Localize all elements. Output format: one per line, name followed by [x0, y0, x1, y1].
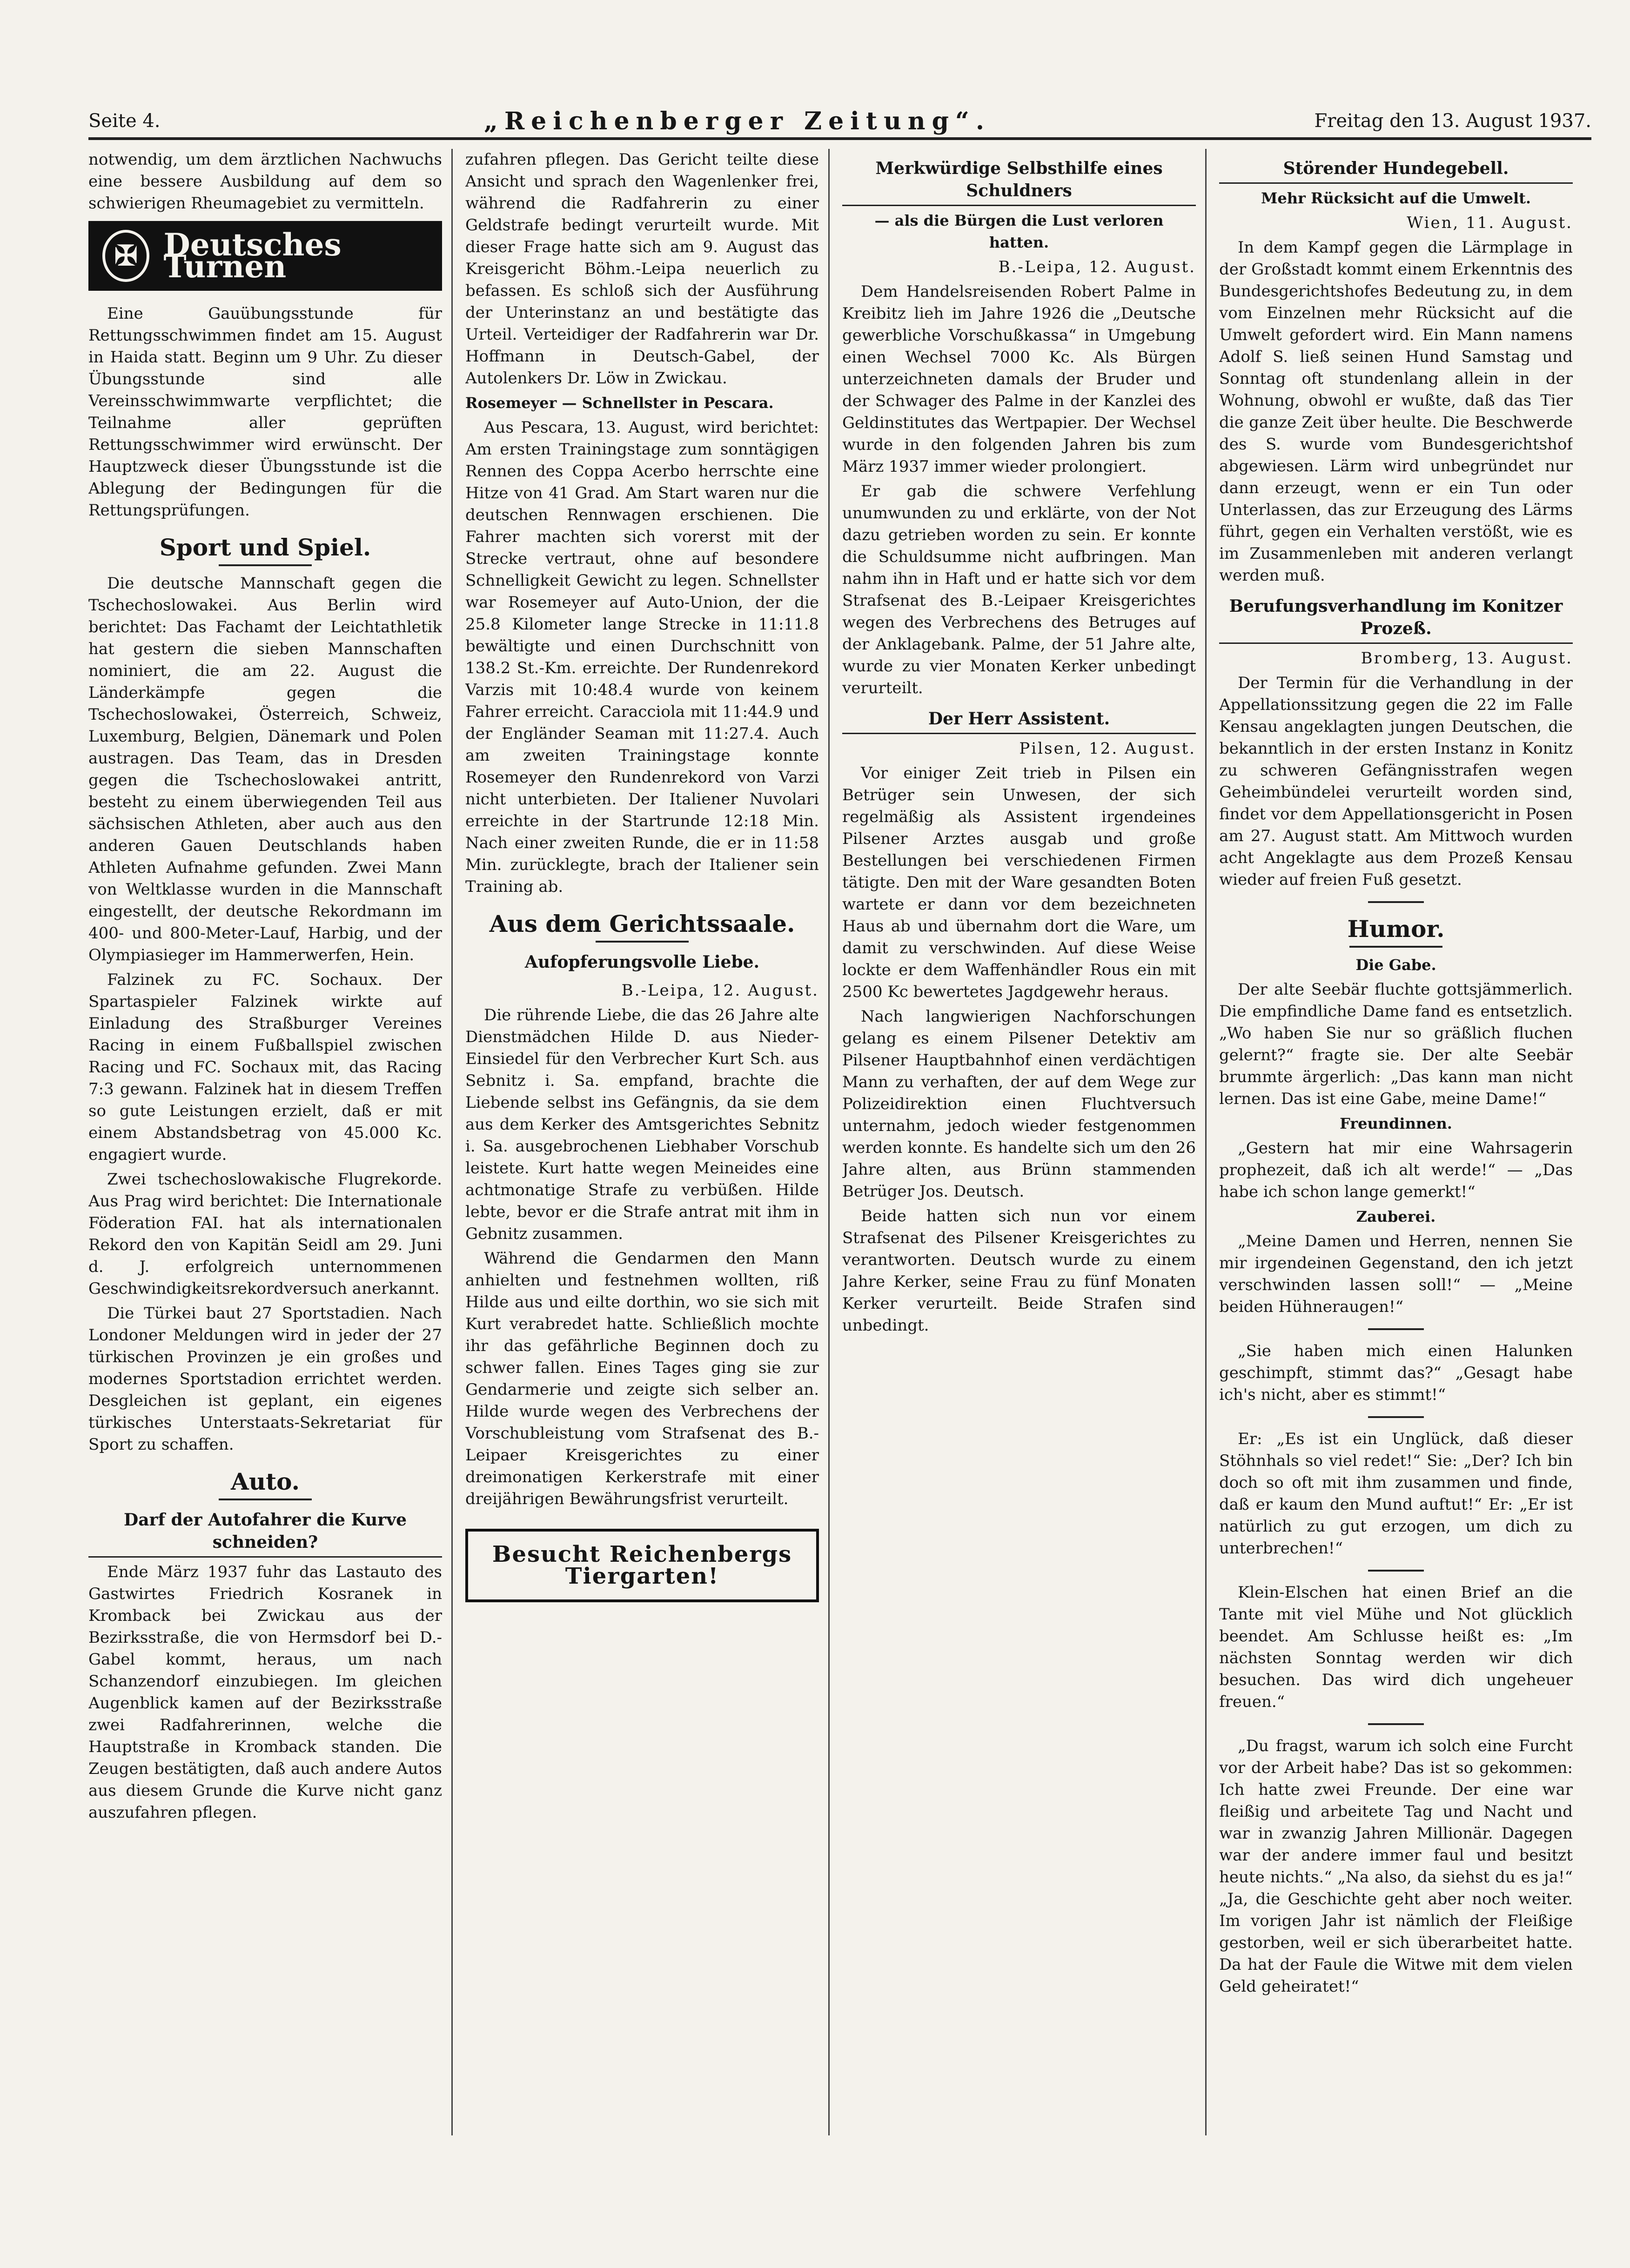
section-heading-sport: Sport und Spiel.	[88, 534, 442, 566]
sport-article-1: Die deutsche Mannschaft gegen die Tschechoslowakei. Aus Berlin wird berichtet: Das Fachamt der Leichtathletik hat gestern die sieben Mannschaften nominiert, die am 22. August die Länderkämpfe gegen die Tschechoslowakei, Österreich, Schweiz, Luxemburg, Belgien, Dänemark und Polen austragen. Das Team, das in Dresden gegen die Tschechoslowakei antritt, besteht zu einem überwiegenden Teil aus sächsischen Athleten, aber auch aus den anderen Gauen Deutschlands haben Athleten Aufnahme gefunden. Zwei Mann von Weltklasse wurden in die Mannschaft eingestellt, der deutsche Rekordmann im 400- und 800-Meter-Lauf, Harbig, und der Olympiasieger im Hammerwerfen, Hein.	[88, 574, 442, 964]
separator	[1368, 1570, 1424, 1572]
humor-item: Er: „Es ist ein Unglück, daß dieser Stöhnhals so viel redet!“ Sie: „Der? Ich bin doch so oft mit ihm zusammen und finde, daß er kaum den Mund auftut!“ Er: „Er ist natürlich zu gut erzogen, um dich zu unterbrechen!“	[1219, 1430, 1573, 1558]
column-1	[88, 149, 442, 2135]
article-subheadline: Mehr Rücksicht auf die Umwelt.	[1261, 189, 1531, 207]
section-heading-humor: Humor.	[1219, 915, 1573, 948]
article-headline-assistent: Der Herr Assistent.	[842, 708, 1196, 734]
page-number: Seite 4.	[88, 110, 161, 132]
dateline: Pilsen, 12. August.	[1019, 739, 1196, 758]
turnen-article: Eine Gauübungsstunde für Rettungsschwimmen findet am 15. August in Haida statt. Beginn um 9 Uhr. Zu dieser Übungsstunde sind alle Vereinsschwimmwarte verpflichtet; die Teilnahme aller geprüften Rettungsschwimmer wird erwünscht. Der Hauptzweck dieser Übungsstunde ist die Ablegung der Bedingungen für die Rettungsprüfungen.	[88, 304, 442, 520]
sport-article-3: Zwei tschechoslowakische Flugrekorde. Aus Prag wird berichtet: Die Internationale Föderation FAI. hat als internationalen Rekord den von Kapitän Seidl am 29. Juni d. J. erfolgreich unternommenen Geschwindigkeitsrekordversuch anerkannt.	[88, 1170, 442, 1298]
assistent-article-2: Nach langwierigen Nachforschungen gelang es einem Pilsener Detektiv am Pilsener Hauptbahnhof einen verdächtigen Mann zu verhaften, der auf dem Wege zur Polizeidirektion einen Fluchtversuch unternahm, jedoch wieder festgenommen werden konnte. Es handelte sich um den 26 Jahre alten, aus Brünn stammenden Betrüger Jos. Deutsch.	[842, 1007, 1196, 1201]
separator	[1368, 901, 1424, 903]
section-heading-auto: Auto.	[88, 1468, 442, 1500]
column-rule	[1205, 149, 1207, 2135]
separator	[1368, 1416, 1424, 1418]
konitz-article: Der Termin für die Verhandlung in der Appellationssitzung gegen die 22 im Falle Kensau angeklagten jungen Deutschen, die bekanntlich in der ersten Instanz in Konitz zu schweren Gefängnisstrafen wegen Geheimbündelei verurteilt worden sind, findet vor dem Appellationsgericht in Posen am 27. August statt. Am Mittwoch wurden acht Angeklagte aus dem Prozeß Kensau wieder auf freien Fuß gesetzt.	[1219, 674, 1573, 889]
article-headline-hundegebell: Störender Hundegebell.	[1219, 157, 1573, 184]
advertisement-tiergarten: Besucht Reichenbergs Tiergarten!	[465, 1529, 819, 1602]
separator	[1368, 1723, 1424, 1725]
sport-article-4: Die Türkei baut 27 Sportstadien. Nach Londoner Meldungen wird in jeder der 27 türkischen Provinzen je ein großes und modernes Sportstadion errichtet werden. Desgleichen ist geplant, ein eigenes türkisches Unterstaats-Sekretariat für Sport zu schaffen.	[88, 1304, 442, 1454]
banner-title: Deutsches Turnen	[163, 227, 342, 285]
humor-item: „Meine Damen und Herren, nennen Sie mir irgendeinen Gegenstand, den ich jetzt verschwinden lassen soll!“ — „Meine beiden Hühneraugen!“	[1219, 1232, 1573, 1316]
column-rule	[828, 149, 830, 2135]
column-rule	[451, 149, 453, 2135]
humor-title-gabe: Die Gabe.	[1355, 956, 1436, 974]
auto-article: Ende März 1937 fuhr das Lastauto des Gastwirtes Friedrich Kosranek in Kromback bei Zwickau aus der Bezirksstraße, die von Hermsdorf bei D.-Gabel kommt, heraus, um nach Schanzendorf einzubiegen. Im gleichen Augenblick kamen auf der Bezirksstraße zwei Radfahrerinnen, welche die Hauptstraße in Kromback standen. Die Zeugen bestätigten, daß auch andere Autos aus diesem Grunde die Kurve nicht ganz auszufahren pflegen.	[88, 1563, 442, 1822]
dateline: Bromberg, 13. August.	[1361, 649, 1573, 668]
column-3	[842, 149, 1196, 2135]
selbsthilfe-article-1: Dem Handelsreisenden Robert Palme in Kreibitz lieh im Jahre 1926 die „Deutsche gewerbliche Vorschußkassa“ in Umgebung einen Wechsel 7000 Kc. Als Bürgen unterzeichneten damals der Bruder und der Schwager des Palme in der Kanzlei des Geldinstitutes das Wertpapier. Der Wechsel wurde in den folgenden Jahren bis zum März 1937 immer wieder prolongiert.	[842, 282, 1196, 476]
article-headline-liebe: Aufopferungsvolle Liebe.	[524, 952, 760, 972]
article-subheadline: — als die Bürgen die Lust verloren hatten.	[874, 212, 1164, 251]
intro-paragraph: notwendig, um dem ärztlichen Nachwuchs eine bessere Ausbildung auf dem so schwierigen Rheumagebiet zu vermitteln.	[88, 150, 442, 213]
assistent-article-1: Vor einiger Zeit trieb in Pilsen ein Betrüger sein Unwesen, der sich regelmäßig als Assistent irgendeines Pilsener Arztes ausgab und große Bestellungen bei verschiedenen Firmen tätigte. Den mit der Ware gesandten Boten wartete er dann vor dem bezeichneten Haus ab und übernahm dort die Ware, um damit zu verschwinden. Auf diese Weise lockte er dem Waffenhändler Rous ein mit 2500 Kc bewertetes Jagdgewehr heraus.	[842, 764, 1196, 1001]
selbsthilfe-article-2: Er gab die schwere Verfehlung unumwunden zu und erklärte, von der Not dazu getrieben worden zu sein. Er konnte die Schuldsumme nicht aufbringen. Man nahm ihn in Haft und er hatte sich vor dem Strafsenat des B.-Leipaer Kreisgerichtes wegen des Verbrechens des Betruges auf der Anklagebank. Palme, der 51 Jahre alte, wurde zu vier Monaten Kerker unbedingt verurteilt.	[842, 482, 1196, 697]
masthead	[88, 105, 1591, 140]
sport-article-2: Falzinek zu FC. Sochaux. Der Spartaspieler Falzinek wirkte auf Einladung des Straßburger Vereines Racing in einem Fußballspiel zwischen Racing und FC. Sochaux mit, das Racing 7:3 gewann. Falzinek hat in diesem Treffen so gute Leistungen erzielt, daß er mit einem Abstandsbetrag von 45.000 Kc. engagiert wurde.	[88, 970, 442, 1164]
humor-item: Klein-Elschen hat einen Brief an die Tante mit viel Mühe und Not glücklich beendet. Am Schlusse heißt es: „Im nächsten Sonntag werden wir dich besuchen. Das wird dich ungeheuer freuen.“	[1219, 1583, 1573, 1711]
article-headline-rosemeyer: Rosemeyer — Schnellster in Pescara.	[465, 394, 774, 412]
rosemeyer-article: Aus Pescara, 13. August, wird berichtet: Am ersten Trainingstage zum sonntägigen Rennen des Coppa Acerbo herrschte eine Hitze von 41 Grad. Am Start waren nur die deutschen Rennwagen erschienen. Die Fahrer machten sich vorerst mit der Strecke vertraut, ohne auf besondere Schnelligkeit Gewicht zu legen. Schnellster war Rosemeyer auf Auto-Union, der die 25.8 Kilometer lange Strecke in 11:11.8 bewältigte und einen Durchschnitt von 138.2 St.-Km. erreichte. Der Rundenrekord Varzis mit 10:48.4 wurde von keinem Fahrer erreicht. Caracciola mit 11:44.9 und der Engländer Seaman mit 11:27.4. Auch am zweiten Trainingstage konnte Rosemeyer den Rundenrekord von Varzi nicht unterbieten. Der Italiener Nuvolari erreichte in der Startrunde 12:18 Min. Nach einer zweiten Runde, die er in 11:58 Min. zurücklegte, brach der Italiener sein Training ab.	[465, 418, 819, 896]
article-headline-selbsthilfe: Merkwürdige Selbsthilfe eines Schuldners	[842, 157, 1196, 206]
article-headline-kurve: Darf der Autofahrer die Kurve schneiden?	[88, 1509, 442, 1558]
court-article-1: Die rührende Liebe, die das 26 Jahre alte Dienstmädchen Hilde D. aus Nieder-Einsiedel für den Verbrecher Kurt Sch. aus Sebnitz i. Sa. empfand, brachte die Liebende selbst ins Gefängnis, da sie dem aus dem Kerker des Amtsgerichtes Sebnitz i. Sa. ausgebrochenen Liebhaber Vorschub leistete. Kurt hatte wegen Meineides eine achtmonatige Strafe zu verbüßen. Hilde lebte, bevor er die Strafe antrat mit ihm in Gebnitz zusammen.	[465, 1006, 819, 1243]
dateline: B.-Leipa, 12. August.	[998, 258, 1196, 276]
separator	[1368, 1328, 1424, 1330]
court-article-2: Während die Gendarmen den Mann anhielten und festnehmen wollten, riß Hilde aus und eilte dorthin, wo sie sich mit Kurt verabredet hatte. Schließlich mochte ihr das gefährliche Beginnen doch zu schwer fallen. Eines Tages ging sie zur Gendarmerie und zeigte sich selber an. Hilde wurde wegen des Verbrechens der Vorschubleistung vom Strafsenat des B.-Leipaer Kreisgerichtes zu einer dreimonatigen Kerkerstrafe mit einer dreijährigen Bewährungsfrist verurteilt.	[465, 1249, 819, 1508]
humor-item: Der alte Seebär fluchte gottsjämmerlich. Die empfindliche Dame fand es entsetzlich. „Wo haben Sie nur so gräßlich fluchen gelernt?“ fragte sie. Der alte Seebär brummte ärgerlich: „Das kann man nicht lernen. Das ist eine Gabe, meine Dame!“	[1219, 980, 1573, 1108]
dateline: B.-Leipa, 12. August.	[621, 981, 819, 1000]
turnen-banner	[88, 221, 442, 291]
section-heading-court: Aus dem Gerichtssaale.	[465, 910, 819, 943]
humor-item: „Gestern hat mir eine Wahrsagerin prophezeit, daß ich alt werde!“ — „Das habe ich schon lange gemerkt!“	[1219, 1139, 1573, 1201]
hundegebell-article: In dem Kampf gegen die Lärmplage in der Großstadt kommt einem Erkenntnis des Bundesgerichtshofes Bedeutung zu, in dem vom Einzelnen mehr Rücksicht auf die Umwelt gefordert wird. Ein Mann namens Adolf S. ließ seinen Hund Samstag und Sonntag oft stundenlang allein in der Wohnung, obwohl er wußte, daß das Tier die ganze Zeit über heulte. Die Beschwerde des S. wurde vom Bundesgerichtshof abgewiesen. Lärm wird unbegründet nur dann erzeugt, wenn er ein Tun oder Unterlassen, das zur Erzeugung des Lärms führt, gegen ein Verhalten verstößt, wie es im Zusammenleben mit anderen verlangt werden muß.	[1219, 238, 1573, 585]
article-headline-konitz: Berufungsverhandlung im Konitzer Prozeß.	[1219, 595, 1573, 644]
humor-title-zauberei: Zauberei.	[1356, 1208, 1436, 1225]
issue-date: Freitag den 13. August 1937.	[1314, 110, 1591, 132]
newspaper-title: „Reichenberger Zeitung“.	[484, 107, 991, 135]
column-2	[465, 149, 819, 2135]
auto-article-continued: zufahren pflegen. Das Gericht teilte diese Ansicht und sprach den Wagenlenker frei, während die Radfahrerin zu einer Geldstrafe bedingt verurteilt wurde. Mit dieser Frage hatte sich am 9. August das Kreisgericht Böhm.-Leipa neuerlich zu befassen. Es schloß sich der Ausführung der Unterinstanz an und bestätigte das Urteil. Verteidiger der Radfahrerin war Dr. Hoffmann in Deutsch-Gabel, der Autolenkers Dr. Löw in Zwickau.	[465, 150, 819, 388]
humor-item: „Du fragst, warum ich solch eine Furcht vor der Arbeit habe? Das ist so gekommen: Ich hatte zwei Freunde. Der eine war fleißig und arbeitete Tag und Nacht und war in zwanzig Jahren Millionär. Dagegen war der andere immer faul und besitzt heute nichts.“ „Na also, da siehst du es ja!“ „Ja, die Geschichte geht aber noch weiter. Im vorigen Jahr ist nämlich der Fleißige gestorben, weil er sich überarbeitet hatte. Da hat der Faule die Witwe mit dem vielen Geld geheiratet!“	[1219, 1737, 1573, 1996]
humor-title-freundinnen: Freundinnen.	[1340, 1115, 1452, 1132]
assistent-article-3: Beide hatten sich nun vor einem Strafsenat des Pilsener Kreisgerichtes zu verantworten. Deutsch wurde zu einem Jahre Kerker, seine Frau zu fünf Monaten Kerker verurteilt. Beide Strafen sind unbedingt.	[842, 1207, 1196, 1335]
dateline: Wien, 11. August.	[1407, 214, 1573, 232]
turner-cross-icon: ✠	[102, 230, 149, 282]
column-4	[1219, 149, 1573, 2135]
humor-item: „Sie haben mich einen Halunken geschimpft, stimmt das?“ „Gesagt habe ich's nicht, aber es stimmt!“	[1219, 1342, 1573, 1404]
